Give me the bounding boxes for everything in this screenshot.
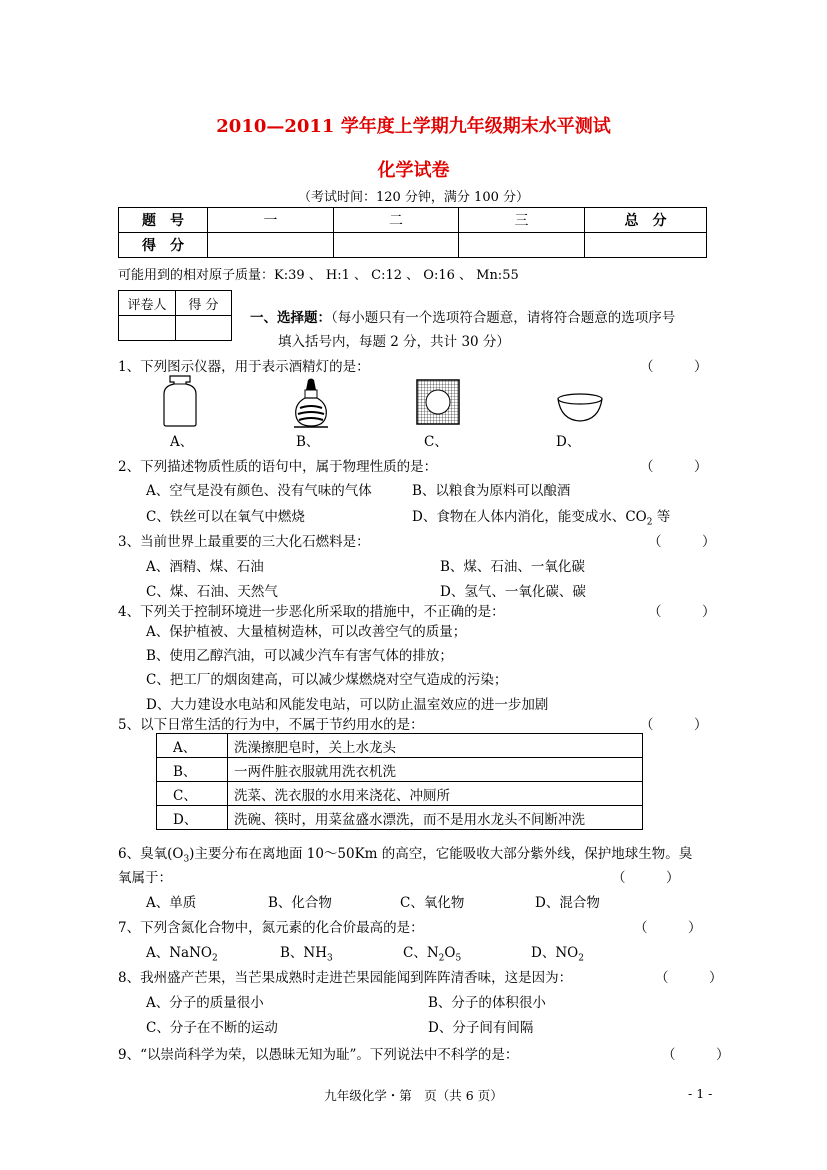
- table-row: [157, 782, 643, 806]
- q6-stem-2: 氧属于：: [118, 870, 172, 886]
- q6-option-d: D、混合物: [535, 895, 600, 911]
- q7-stem: 7、下列含氮化合物中，氮元素的化合价最高的是：: [118, 920, 424, 936]
- q4-stem: 4、下列关于控制环境进一步恶化所采取的措施中，不正确的是：: [118, 604, 505, 620]
- q5-text: 洗碗、筷时，用菜盆盛水漂洗，而不是用水龙头不间断冲洗: [228, 806, 643, 830]
- score-cell[interactable]: [208, 233, 334, 258]
- q4-option-c: C、把工厂的烟囱建高，可以减少煤燃烧对空气造成的污染；: [146, 672, 508, 688]
- q8-option-a: A、分子的质量很小: [146, 995, 264, 1011]
- grader-score-label: 得 分: [176, 291, 232, 316]
- score-header: 总 分: [585, 208, 707, 233]
- score-row-label: 得 分: [119, 233, 208, 258]
- table-row: [157, 734, 643, 758]
- q6-option-b: B、化合物: [268, 895, 332, 911]
- bottle-icon: [160, 374, 200, 428]
- grader-cell[interactable]: [176, 316, 232, 341]
- grader-label: 评卷人: [119, 291, 176, 316]
- q3-answer-paren[interactable]: （ ）: [648, 534, 716, 550]
- alcohol-lamp-icon: [290, 378, 332, 430]
- q1-stem: 1、下列图示仪器，用于表示酒精灯的是：: [118, 359, 370, 375]
- table-row: [157, 806, 643, 830]
- q8-stem: 8、我州盛产芒果，当芒果成熟时走进芒果园能闻到阵阵清香味，这是因为：: [118, 970, 573, 986]
- q7-option-b: B、$NH_3$: [280, 945, 333, 964]
- q1-answer-paren[interactable]: （ ）: [640, 359, 708, 375]
- q1-label-d: D、: [556, 434, 581, 450]
- section-instruction-2: 填入括号内，每题 2 分，共计 30 分）: [278, 334, 510, 350]
- section-instruction: （每小题只有一个选项符合题意，请将符合题意的选项序号: [331, 310, 676, 326]
- q4-answer-paren[interactable]: （ ）: [648, 604, 716, 620]
- q1-label-c: C、: [424, 434, 448, 450]
- q4-option-b: B、使用乙醇汽油，可以减少汽车有害气体的排放；: [146, 648, 453, 664]
- q3-option-d: D、氢气、一氧化碳、碳: [440, 584, 586, 600]
- score-header: 三: [459, 208, 585, 233]
- score-cell[interactable]: [459, 233, 585, 258]
- score-header: 一: [208, 208, 334, 233]
- q2-stem: 2、下列描述物质性质的语句中，属于物理性质的是：: [118, 459, 438, 475]
- table-row: [157, 758, 643, 782]
- exam-info: （考试时间：120 分钟，满分 100 分）: [297, 190, 530, 205]
- q5-opt: C、: [157, 782, 228, 806]
- q5-text: 洗菜、洗衣服的水用来浇花、冲厕所: [228, 782, 643, 806]
- score-table: [118, 207, 707, 258]
- section-heading: 一、选择题：: [250, 310, 331, 326]
- q4-option-d: D、大力建设水电站和风能发电站，可以防止温室效应的进一步加剧: [146, 697, 549, 713]
- q7-answer-paren[interactable]: （ ）: [634, 920, 702, 936]
- q6-option-c: C、氧化物: [400, 895, 465, 911]
- q7-option-c: C、$N_2O_5$: [403, 945, 462, 964]
- q5-answer-paren[interactable]: （ ）: [640, 717, 708, 733]
- q6-option-a: A、单质: [146, 895, 197, 911]
- q3-option-a: A、酒精、煤、石油: [146, 559, 264, 575]
- exam-subtitle: 化学试卷: [377, 160, 450, 181]
- wire-gauze-icon: [416, 379, 460, 425]
- score-header: 二: [334, 208, 459, 233]
- score-cell[interactable]: [334, 233, 459, 258]
- q8-option-c: C、分子在不断的运动: [146, 1020, 278, 1036]
- q9-stem: 9、“以崇尚科学为荣，以愚昧无知为耻”。下列说法中不科学的是：: [118, 1047, 519, 1063]
- grader-box: [118, 290, 232, 341]
- q7-option-a: A、NaNO$_2$: [146, 945, 218, 964]
- q5-options-table: [156, 733, 643, 830]
- q6-stem: 6、臭氧$(O_3)$主要分布在离地面 10～50Km 的高空，它能吸收大部分紫外线，保护地球生物。臭: [118, 846, 693, 865]
- q5-opt: D、: [157, 806, 228, 830]
- q3-stem: 3、当前世界上最重要的三大化石燃料是：: [118, 534, 370, 550]
- page-number: - 1 -: [688, 1086, 713, 1101]
- score-header: 题 号: [119, 208, 208, 233]
- score-cell[interactable]: [585, 233, 707, 258]
- q1-label-a: A、: [170, 434, 194, 450]
- q2-option-a: A、空气是没有颜色、没有气味的气体: [146, 483, 372, 499]
- q8-option-b: B、分子的体积很小: [428, 995, 546, 1011]
- q2-option-b: B、以粮食为原料可以酿酒: [412, 483, 571, 499]
- q9-answer-paren[interactable]: （ ）: [662, 1047, 730, 1063]
- q7-option-d: D、$NO_2$: [531, 945, 584, 964]
- q2-option-c: C、铁丝可以在氧气中燃烧: [146, 509, 305, 525]
- q3-option-b: B、煤、石油、一氧化碳: [440, 559, 585, 575]
- q1-label-b: B、: [296, 434, 320, 450]
- atomic-masses: 可能用到的相对原子质量：K:39 、 H:1 、 C:12 、 O:16 、 Mn:55: [118, 268, 519, 283]
- evaporating-dish-icon: [555, 392, 605, 424]
- q3-option-c: C、煤、石油、天然气: [146, 584, 278, 600]
- q8-answer-paren[interactable]: （ ）: [655, 970, 723, 986]
- q5-stem: 5、以下日常生活的行为中，不属于节约用水的是：: [118, 717, 424, 733]
- q8-option-d: D、分子间有间隔: [428, 1020, 534, 1036]
- q2-answer-paren[interactable]: （ ）: [640, 459, 708, 475]
- grader-cell[interactable]: [119, 316, 176, 341]
- q6-answer-paren[interactable]: （ ）: [612, 870, 680, 886]
- q5-opt: A、: [157, 734, 228, 758]
- q5-text: 洗澡擦肥皂时，关上水龙头: [228, 734, 643, 758]
- q5-opt: B、: [157, 758, 228, 782]
- q2-option-d: D、食物在人体内消化，能变成水、$CO_2$ 等: [412, 509, 671, 528]
- q5-text: 一两件脏衣服就用洗衣机洗: [228, 758, 643, 782]
- exam-title: 2010—2011 学年度上学期九年级期末水平测试: [216, 116, 611, 137]
- q4-option-a: A、保护植被、大量植树造林，可以改善空气的质量；: [146, 624, 467, 640]
- page-footer: 九年级化学・第 页（共 6 页）: [324, 1088, 503, 1103]
